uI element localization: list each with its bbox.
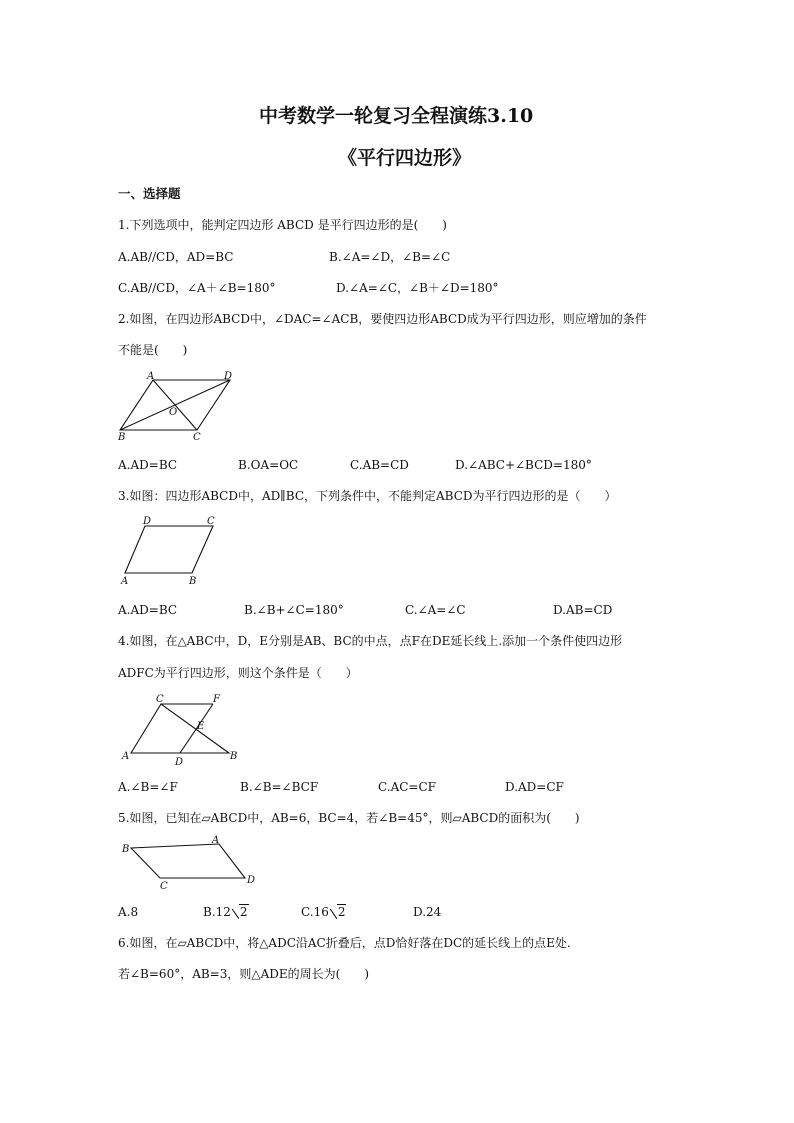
q4-label-e: E [197,721,205,732]
q2-label-o: O [169,407,178,418]
q3-label-c: C [207,516,215,527]
q1-option-c: C.AB//CD，∠A＋∠B=180° [118,281,276,295]
q4-stem-line1: 4.如图，在△ABC中，D，E分别是AB、BC的中点，点F在DE延长线上.添加一个条件使四边形 [118,634,623,648]
q1-stem: 1.下列选项中，能判定四边形 ABCD 是平行四边形的是( ) [118,218,447,232]
q6-stem-line2: 若∠B=60°，AB=3，则△ADE的周长为( ) [118,967,370,981]
q5-option-b [203,904,249,920]
q3-figure [115,514,220,586]
q4-label-f: F [213,694,220,705]
q4-option-c: C.AC=CF [378,780,436,794]
q3-label-b: B [189,576,197,587]
q6-stem-line1: 6.如图，在▱ABCD中，将△ADC沿AC折叠后，点D恰好落在DC的延长线上的点E处. [118,936,571,950]
q2-stem-line1: 2.如图，在四边形ABCD中，∠DAC=∠ACB，要使四边形ABCD成为平行四边形，则应增加的条件 [118,312,647,326]
q2-stem-line2: 不能是( ) [118,343,188,357]
q2-label-a: A [147,371,155,382]
page-subtitle: 《平行四边形》 [338,147,472,169]
q2-option-a: A.AD=BC [118,458,178,472]
q5-stem: 5.如图，已知在▱ABCD中，AB=6，BC=4，若∠B=45°，则▱ABCD的面积为( ) [118,811,580,825]
q2-option-d: D.∠ABC+∠BCD=180° [455,458,592,472]
q4-option-b: B.∠B=∠BCF [240,780,319,794]
q5-option-b-label: B.12 [203,905,231,919]
q5-option-b-radicand: 2 [239,905,248,919]
q3-stem: 3.如图：四边形ABCD中，AD∥BC，下列条件中，不能判定ABCD为平行四边形的是（ ） [118,489,617,503]
q2-label-d: D [224,371,233,382]
q3-parallelogram [125,526,213,573]
q2-figure [112,370,242,444]
q1-option-d: D.∠A=∠C，∠B＋∠D=180° [336,281,499,295]
q5-figure [115,835,265,893]
q5-label-a: A [212,835,220,846]
q5-option-a: A.8 [118,905,139,919]
q3-option-a: A.AD=BC [118,603,178,617]
q5-option-c [301,904,346,920]
q5-option-c-sqrt [330,904,347,920]
q2-option-b: B.OA=OC [238,458,299,472]
q5-option-d: D.24 [413,905,442,919]
section-heading: 一、选择题 [118,186,181,201]
q4-triangle-abc [131,704,229,753]
q3-option-d: D.AB=CD [553,603,613,617]
q4-stem-line2: ADFC为平行四边形，则这个条件是（ ） [118,666,358,680]
q4-label-b: B [230,751,238,762]
q4-label-d: D [175,757,184,768]
q5-option-c-label: C.16 [301,905,329,919]
q4-label-a: A [122,751,130,762]
page-title: 中考数学一轮复习全程演练3.10 [259,105,534,127]
q2-label-b: B [118,432,126,443]
q1-option-b: B.∠A=∠D，∠B=∠C [329,250,451,264]
q5-option-b-sqrt [232,904,249,920]
q5-label-c: C [160,881,168,892]
q5-option-c-radicand: 2 [337,905,346,919]
q3-label-d: D [143,516,152,527]
q5-label-d: D [247,875,256,886]
q4-option-d: D.AD=CF [505,780,564,794]
q4-label-c: C [156,694,164,705]
q2-option-c: C.AB=CD [350,458,409,472]
q3-label-a: A [121,576,129,587]
q5-parallelogram [131,844,245,878]
q4-option-a: A.∠B=∠F [118,780,178,794]
q3-option-c: C.∠A=∠C [405,603,466,617]
q3-option-b: B.∠B+∠C=180° [244,603,344,617]
q1-option-a: A.AB//CD，AD=BC [118,250,234,264]
q2-label-c: C [193,432,201,443]
q4-figure [115,692,245,768]
q5-label-b: B [122,844,130,855]
